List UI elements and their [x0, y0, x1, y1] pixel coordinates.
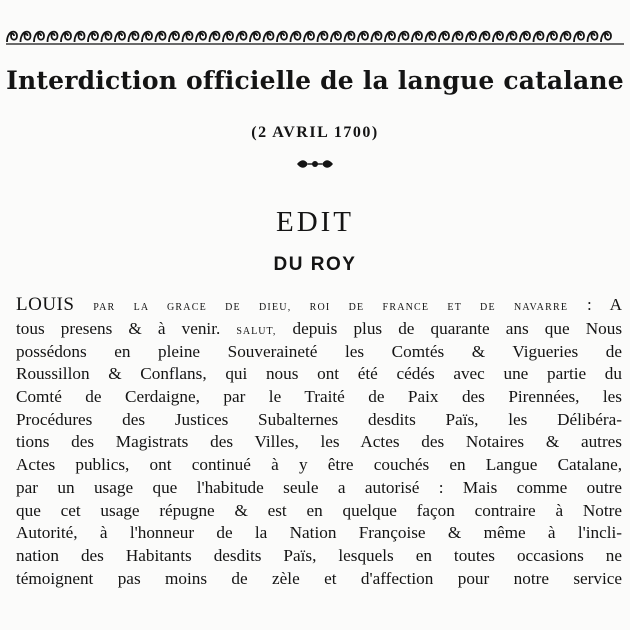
ornament-scroll	[520, 32, 530, 42]
ornament-scroll	[453, 32, 463, 42]
opening-tail: : A	[586, 295, 622, 314]
document-title: Interdiction officielle de la langue catalane	[6, 66, 624, 95]
ornament-scroll	[426, 32, 436, 42]
ornament-scroll	[372, 32, 382, 42]
ornament-scroll	[34, 32, 44, 42]
ornament-scroll	[304, 32, 314, 42]
ornament-scroll	[183, 32, 193, 42]
ornament-scroll	[21, 32, 31, 42]
ornament-scroll	[574, 32, 584, 42]
body-line: Comté de Cerdaigne, par le Traité de Paix des Pirennées, les	[16, 387, 622, 407]
body-line: par un usage que l'habitude seule a autorisé : Mais comme outre	[16, 477, 622, 497]
ornament-scroll	[466, 32, 476, 42]
body-line-greeting	[16, 318, 622, 341]
body-line: que cet usage répugne & est en quelque façon contraire à Notre	[16, 500, 622, 520]
ornament-scroll	[385, 32, 395, 42]
greeting-after: depuis plus de quarante ans que Nous	[292, 319, 622, 338]
greeting-before: tous presens & à venir.	[16, 319, 221, 338]
ornament-scroll	[169, 32, 179, 42]
ornament-scroll	[534, 32, 544, 42]
ornament-scroll	[588, 32, 598, 42]
ornament-scroll	[277, 32, 287, 42]
ornament-scroll	[318, 32, 328, 42]
edict-subheading: DU ROY	[273, 254, 357, 275]
ornament-scroll	[75, 32, 85, 42]
body-line: Actes publics, ont continué à y être couchés en Langue Catalane,	[16, 455, 622, 475]
body-line: tions des Magistrats des Villes, les Actes des Notaires & autres	[16, 432, 622, 452]
salut-word: SALUT,	[236, 326, 277, 337]
ornament-scroll	[547, 32, 557, 42]
body-line: nation des Habitants desdits Païs, lesquels en toutes occasions ne	[16, 545, 622, 565]
ornament-scroll	[399, 32, 409, 42]
ornament-scroll	[331, 32, 341, 42]
body-line: Procédures des Justices Subalternes desdits Païs, les Délibéra-	[16, 409, 622, 429]
ornament-scroll	[291, 32, 301, 42]
edict-body	[16, 294, 622, 590]
body-line: Autorité, à l'honneur de la Nation Françoise & même à l'incli-	[16, 523, 622, 543]
ornament-scroll	[196, 32, 206, 42]
ornament-scroll	[358, 32, 368, 42]
ornament-scroll	[115, 32, 125, 42]
body-line: témoignent pas moins de zèle et d'affection pour notre service	[16, 568, 622, 588]
ornament-scroll	[102, 32, 112, 42]
ornament-scroll	[237, 32, 247, 42]
ornament-scroll	[48, 32, 58, 42]
ornament-icon	[6, 24, 624, 48]
ornament-scroll	[142, 32, 152, 42]
ornament-scroll	[88, 32, 98, 42]
document-date: (2 AVRIL 1700)	[251, 124, 379, 141]
ornament-scroll	[345, 32, 355, 42]
fleuron-icon	[295, 157, 335, 171]
ornament-scroll	[250, 32, 260, 42]
ornament-scroll	[480, 32, 490, 42]
ornament-scroll	[439, 32, 449, 42]
ornament-scroll	[493, 32, 503, 42]
ornament-scroll	[561, 32, 571, 42]
ornament-scroll	[412, 32, 422, 42]
body-line: possédons en pleine Souveraineté les Comtés & Vigueries de	[16, 341, 622, 361]
ornament-scroll	[61, 32, 71, 42]
ornament-scroll	[223, 32, 233, 42]
royal-style: PAR LA GRACE DE DIEU, ROI DE FRANCE ET DE NAVARRE	[93, 302, 569, 313]
edict-heading: EDIT	[275, 206, 355, 238]
body-line-opening	[16, 294, 622, 318]
ornament-scroll	[210, 32, 220, 42]
body-line: Roussillon & Conflans, qui nous ont été cédés avec une partie du	[16, 364, 622, 384]
ornament-scroll	[507, 32, 517, 42]
ornament-scroll	[156, 32, 166, 42]
ornament-scroll	[601, 32, 611, 42]
decorative-border-band	[6, 24, 624, 48]
ornament-scroll	[7, 32, 17, 42]
ornament-scroll	[129, 32, 139, 42]
ornament-scroll	[264, 32, 274, 42]
king-name: LOUIS	[16, 294, 75, 315]
